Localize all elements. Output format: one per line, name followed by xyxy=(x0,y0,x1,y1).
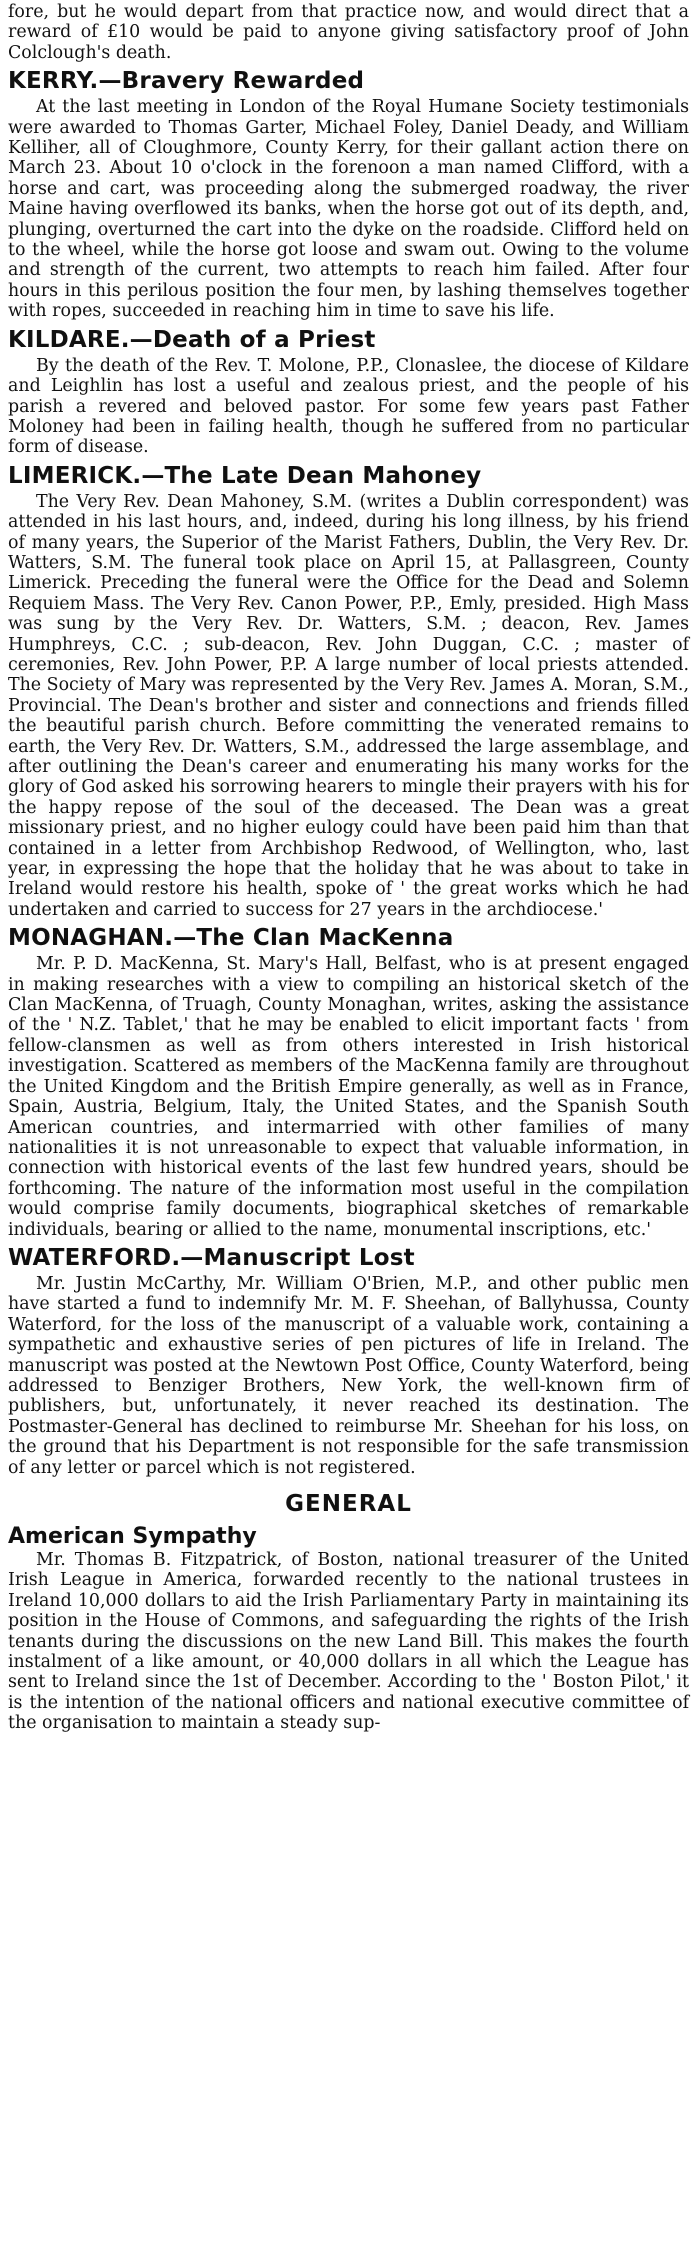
american-sympathy-article: Mr. Thomas B. Fitzpatrick, of Boston, national treasurer of the United Irish League in America, forwarded recently to the national trustees in Ireland 10,000 dollars to aid the Irish Parliamentary Party in maintaining its position in the House of Commons, and safeguarding the rights of the Irish tenants during the discussions on the new Land Bill. This makes the fourth instalment of a like amount, or 40,000 dollars in all which the League has sent to Ireland since the 1st of December. According to the ' Boston Pilot,' it is the intention of the national officers and national executive committee of the organisation to maintain a steady sup- xyxy=(8,1550,689,1734)
monaghan-article: Mr. P. D. MacKenna, St. Mary's Hall, Belfast, who is at present engaged in making researches with a view to compiling an historical sketch of the Clan MacKenna, of Truagh, County Monaghan, writes, asking the assistance of the ' N.Z. Tablet,' that he may be enabled to elicit important facts ' from fellow-clansmen as well as from others interested in Irish historical investigation. Scattered as members of the MacKenna family are throughout the United Kingdom and the British Empire generally, as well as in France, Spain, Austria, Belgium, Italy, the United States, and the Spanish South American countries, and intermarried with other families of many nationalities it is not unreasonable to expect that valuable information, in connection with historical events of the last few hundred years, should be forthcoming. The nature of the information most useful in the compilation would comprise family documents, biographical sketches of remarkable individuals, bearing or allied to the name, monumental inscriptions, etc.' xyxy=(8,954,689,1240)
kildare-article: By the death of the Rev. T. Molone, P.P., Clonaslee, the diocese of Kildare and Leighlin has lost a useful and zealous priest, and the people of his parish a revered and beloved pastor. For some few years past Father Moloney had been in failing health, though he suffered from no particular form of disease. xyxy=(8,355,689,458)
kildare-heading: KILDARE.—Death of a Priest xyxy=(8,326,376,353)
kerry-article: At the last meeting in London of the Royal Humane Society testimonials were awarded to Thomas Garter, Michael Foley, Daniel Deady, and William Kelliher, all of Cloughmore, County Kerry, for their gallant action there on March 23. About 10 o'clock in the forenoon a man named Clifford, with a horse and cart, was proceeding along the submerged roadway, the river Maine having overflowed its banks, when the horse got out of its depth, and, plunging, overturned the cart into the dyke on the roadside. Clifford held on to the wheel, while the horse got loose and swam out. Owing to the volume and strength of the current, two attempts to reach him failed. After four hours in this perilous position the four men, by lashing themselves together with ropes, succeeded in reaching him in time to save his life. xyxy=(8,97,689,322)
american-sympathy-heading: American Sympathy xyxy=(8,1524,257,1549)
waterford-heading: WATERFORD.—Manuscript Lost xyxy=(8,1244,415,1271)
monaghan-heading: MONAGHAN.—The Clan MacKenna xyxy=(8,925,454,952)
limerick-article: The Very Rev. Dean Mahoney, S.M. (writes a Dublin correspondent) was attended in his last hours, and, indeed, during his long illness, by his friend of many years, the Superior of the Marist Fathers, Dublin, the Very Rev. Dr. Watters, S.M. The funeral took place on April 15, at Pallasgreen, County Limerick. Preceding the funeral were the Office for the Dead and Solemn Requiem Mass. The Very Rev. Canon Power, P.P., Emly, presided. High Mass was sung by the Very Rev. Dr. Watters, S.M. ; deacon, Rev. James Humphreys, C.C. ; sub-deacon, Rev. John Duggan, C.C. ; master of ceremonies, Rev. John Power, P.P. A large number of local priests attended. The Society of Mary was represented by the Very Rev. James A. Moran, S.M., Provincial. The Dean's brother and sister and connections and friends filled the beautiful parish church. Before committing the venerated remains to earth, the Very Rev. Dr. Watters, S.M., addressed the large assemblage, and after outlining the Dean's career and enumerating his many works for the glory of God asked his sorrowing hearers to mingle their prayers with his for the happy repose of the soul of the deceased. The Dean was a great missionary priest, and no higher eulogy could have been paid him than that contained in a letter from Archbishop Redwood, of Wellington, who, last year, in expressing the hope that the holiday that he was about to take in Ireland would restore his health, spoke of ' the great works which he had undertaken and carried to success for 27 years in the archdiocese.' xyxy=(8,491,689,920)
general-section-heading: GENERAL xyxy=(285,1491,412,1517)
limerick-heading: LIMERICK.—The Late Dean Mahoney xyxy=(8,462,482,489)
waterford-article: Mr. Justin McCarthy, Mr. William O'Brien, M.P., and other public men have started a fund to indemnify Mr. M. F. Sheehan, of Ballyhussa, County Waterford, for the loss of the manuscript of a valuable work, containing a sympathetic and exhaustive series of pen pictures of life in Ireland. The manuscript was posted at the Newtown Post Office, County Waterford, being addressed to Benziger Brothers, New York, the well-known firm of publishers, but, unfortunately, it never reached its destination. The Postmaster-General has declined to reimburse Mr. Sheehan for his loss, on the ground that his Department is not responsible for the safe transmission of any letter or parcel which is not registered. xyxy=(8,1273,689,1478)
intro-paragraph: fore, but he would depart from that practice now, and would direct that a reward of £10 would be paid to anyone giving satisfactory proof of John Colclough's death. xyxy=(8,2,689,63)
kerry-heading: KERRY.—Bravery Rewarded xyxy=(8,68,365,95)
